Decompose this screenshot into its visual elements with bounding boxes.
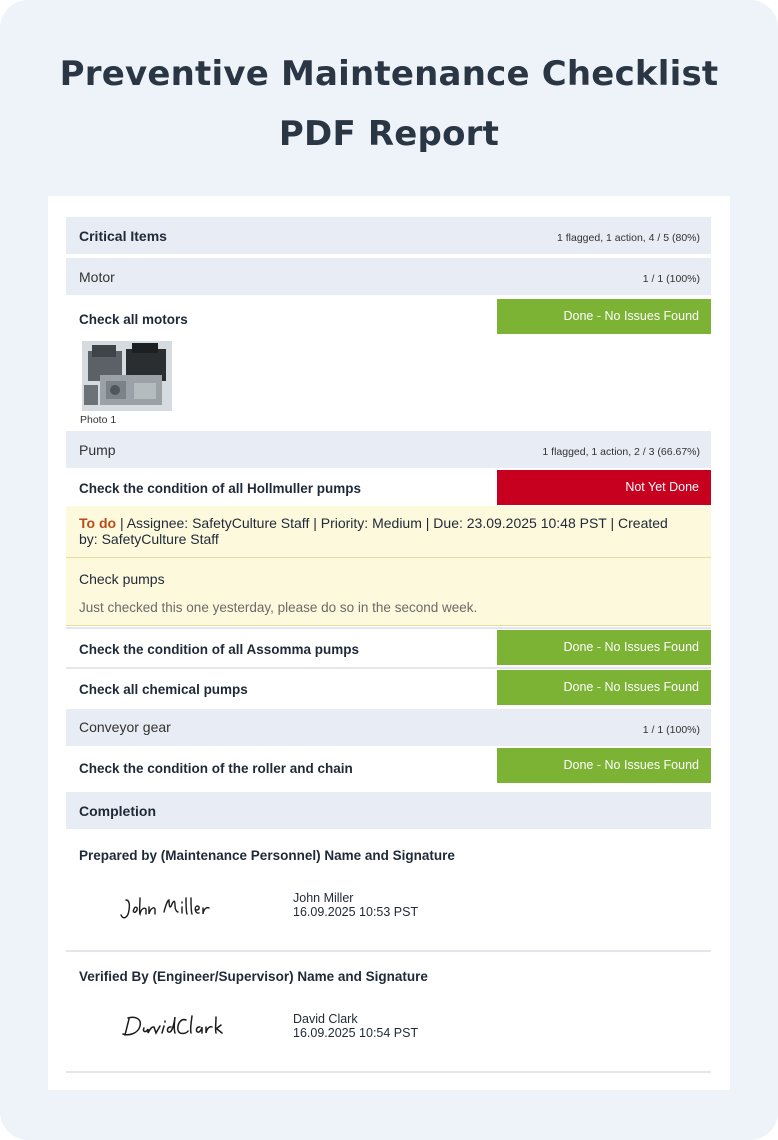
motor-photo[interactable] xyxy=(82,341,172,411)
divider xyxy=(66,950,711,952)
signature-question: Verified By (Engineer/Supervisor) Name and Signature xyxy=(79,969,428,984)
question-label: Check the condition of all Hollmuller pumps xyxy=(79,481,362,496)
subsection-stat: 1 flagged, 1 action, 2 / 3 (66.67%) xyxy=(542,446,700,458)
subsection-conveyor-gear xyxy=(66,709,711,746)
signature-verified xyxy=(66,953,711,1071)
subsection-stat: 1 / 1 (100%) xyxy=(642,724,700,736)
section-stat: 1 flagged, 1 action, 4 / 5 (80%) xyxy=(556,232,700,244)
status-badge: Done - No Issues Found xyxy=(497,299,711,334)
photo-caption: Photo 1 xyxy=(80,414,117,426)
section-completion xyxy=(66,792,711,829)
divider xyxy=(66,667,711,669)
status-badge: Done - No Issues Found xyxy=(497,748,711,783)
question-label: Check all motors xyxy=(79,312,188,327)
question-label: Check the condition of the roller and chain xyxy=(79,761,353,776)
signature-prepared xyxy=(66,832,711,950)
report-document xyxy=(48,196,730,1090)
signer-name: John Miller xyxy=(293,891,354,905)
signed-datetime: 16.09.2025 10:54 PST xyxy=(293,1026,419,1040)
section-critical-items xyxy=(66,217,711,254)
question-roller-and-chain xyxy=(66,748,711,784)
signature-image-john-miller xyxy=(120,892,240,926)
note-title: Check pumps xyxy=(79,571,165,587)
divider xyxy=(66,627,711,629)
motor-photo-image xyxy=(82,341,172,411)
subsection-label: Pump xyxy=(79,442,116,458)
note-body: Just checked this one yesterday, please do so in the second week. xyxy=(79,600,478,615)
status-badge: Done - No Issues Found xyxy=(497,670,711,705)
action-item[interactable] xyxy=(66,506,711,558)
subsection-label: Motor xyxy=(79,269,115,285)
signature-image-david-clark xyxy=(120,1010,240,1044)
question-label: Check all chemical pumps xyxy=(79,682,248,697)
subsection-pump xyxy=(66,431,711,468)
question-check-all-motors xyxy=(66,299,711,427)
subsection-label: Conveyor gear xyxy=(79,719,171,735)
question-chemical-pumps xyxy=(66,670,711,706)
page-title-line-2: PDF Report xyxy=(278,114,500,154)
status-badge: Not Yet Done xyxy=(497,470,711,505)
action-details: | Assignee: SafetyCulture Staff | Priority: Medium | Due: 23.09.2025 10:48 PST | Created by: SafetyCulture Staff xyxy=(79,515,668,547)
section-label: Critical Items xyxy=(79,228,167,244)
divider xyxy=(66,1071,711,1073)
signature-question: Prepared by (Maintenance Personnel) Name and Signature xyxy=(79,848,455,863)
action-state: To do xyxy=(79,515,117,531)
signed-datetime: 16.09.2025 10:53 PST xyxy=(293,905,419,919)
action-note xyxy=(66,558,711,626)
signer-name: David Clark xyxy=(293,1012,358,1026)
status-badge: Done - No Issues Found xyxy=(497,630,711,665)
page-title xyxy=(0,44,778,164)
subsection-motor xyxy=(66,258,711,295)
section-label: Completion xyxy=(79,803,156,819)
question-hollmuller-pumps xyxy=(66,470,711,506)
question-label: Check the condition of all Assomma pumps xyxy=(79,642,360,657)
page-title-line-1: Preventive Maintenance Checklist xyxy=(59,54,719,94)
question-assomma-pumps xyxy=(66,630,711,666)
subsection-stat: 1 / 1 (100%) xyxy=(642,273,700,285)
